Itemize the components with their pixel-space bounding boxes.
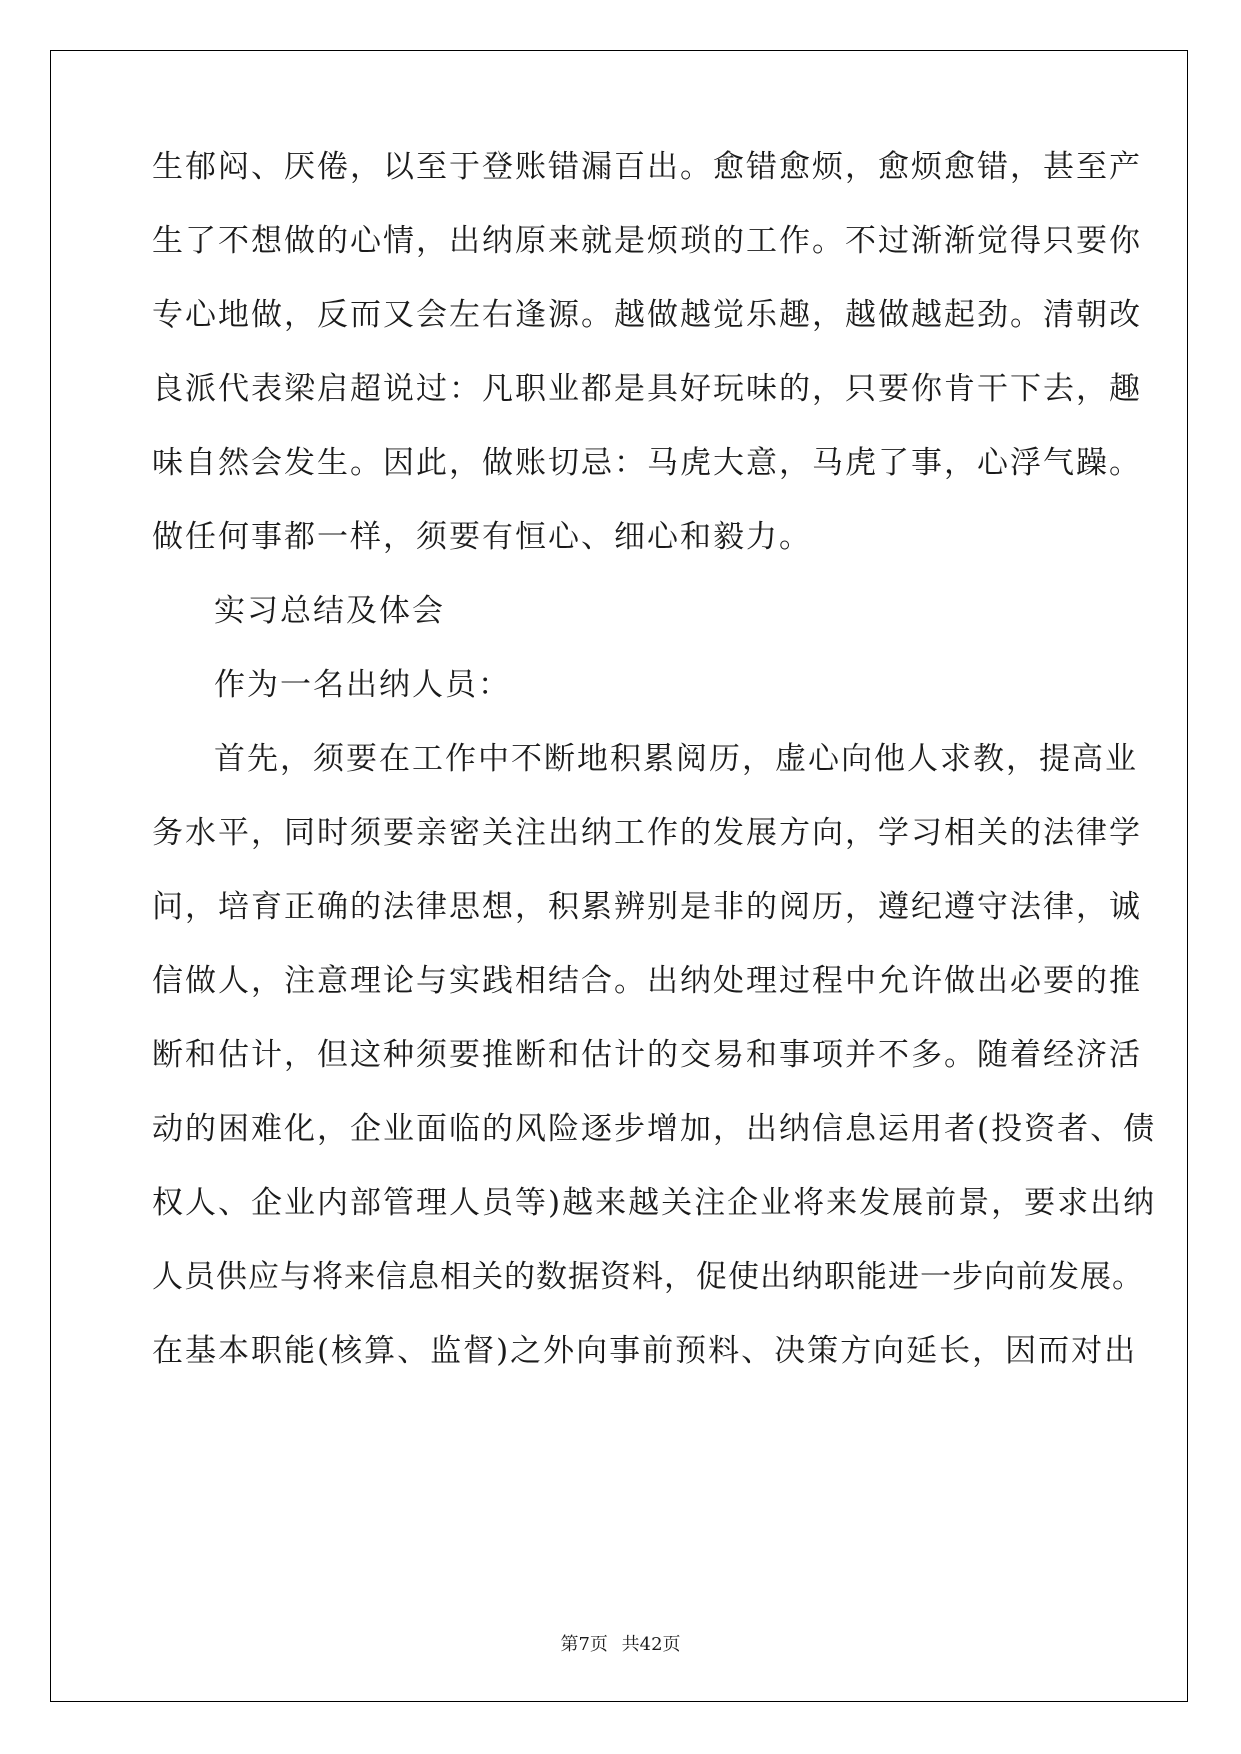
body-line: 专心地做，反而又会左右逢源。越做越觉乐趣，越做越起劲。清朝改 — [152, 297, 1142, 333]
page-footer — [0, 1633, 1241, 1657]
section-heading: 实习总结及体会 — [214, 593, 445, 629]
body-line: 动的困难化，企业面临的风险逐步增加，出纳信息运用者(投资者、债 — [152, 1111, 1157, 1147]
body-line: 断和估计，但这种须要推断和估计的交易和事项并不多。随着经济活 — [152, 1037, 1142, 1073]
body-line: 作为一名出纳人员： — [214, 667, 511, 703]
body-line: 做任何事都一样，须要有恒心、细心和毅力。 — [152, 519, 812, 555]
body-line: 首先，须要在工作中不断地积累阅历，虚心向他人求教，提高业 — [214, 741, 1138, 777]
page-total: 共42页 — [621, 1634, 681, 1655]
body-line: 良派代表梁启超说过：凡职业都是具好玩味的，只要你肯干下去，趣 — [152, 371, 1142, 407]
body-line: 务水平，同时须要亲密关注出纳工作的发展方向，学习相关的法律学 — [152, 815, 1142, 851]
body-line: 生郁闷、厌倦，以至于登账错漏百出。愈错愈烦，愈烦愈错，甚至产 — [152, 149, 1142, 185]
body-line: 问，培育正确的法律思想，积累辨别是非的阅历，遵纪遵守法律，诚 — [152, 889, 1142, 925]
body-line: 味自然会发生。因此，做账切忌：马虎大意，马虎了事，心浮气躁。 — [152, 445, 1142, 481]
body-line: 在基本职能(核算、监督)之外向事前预料、决策方向延长，因而对出 — [152, 1333, 1138, 1369]
body-line: 人员供应与将来信息相关的数据资料，促使出纳职能进一步向前发展。 — [152, 1259, 1144, 1295]
page-number: 第7页 — [560, 1634, 608, 1655]
body-line: 信做人，注意理论与实践相结合。出纳处理过程中允许做出必要的推 — [152, 963, 1142, 999]
body-line: 权人、企业内部管理人员等)越来越关注企业将来发展前景，要求出纳 — [152, 1185, 1157, 1221]
body-line: 生了不想做的心情，出纳原来就是烦琐的工作。不过渐渐觉得只要你 — [152, 223, 1142, 259]
